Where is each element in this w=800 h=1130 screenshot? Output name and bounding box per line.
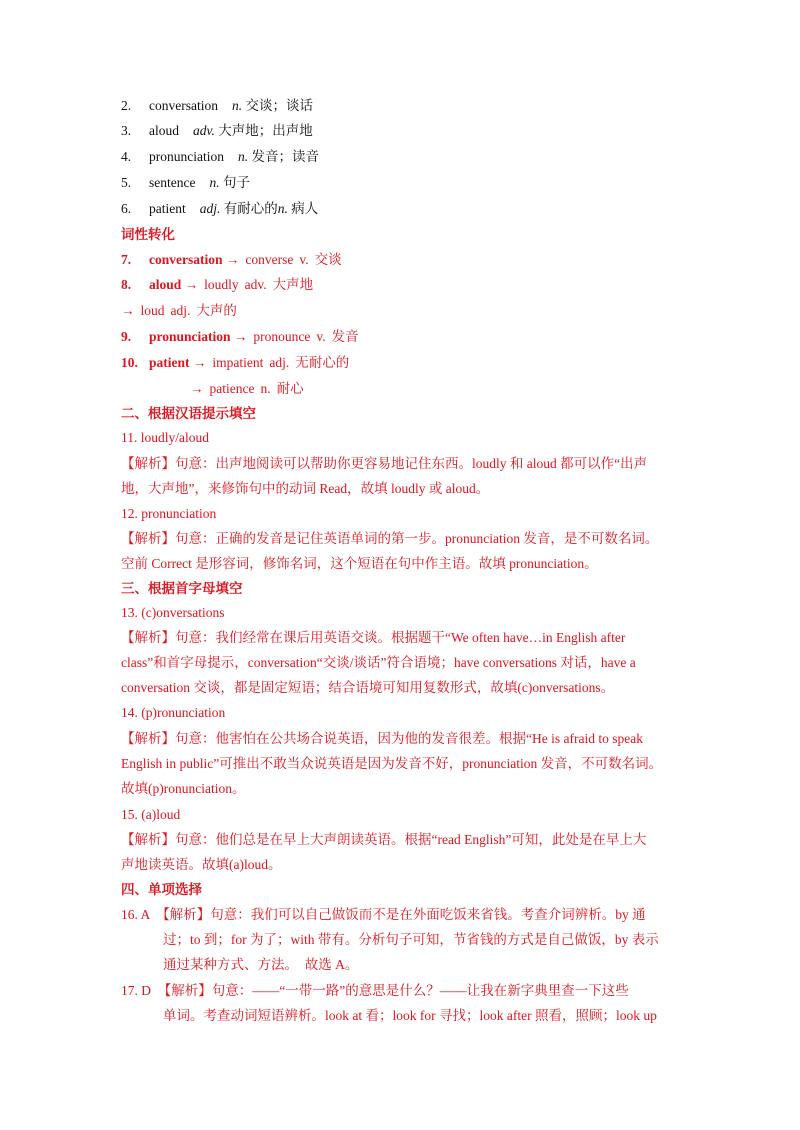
wordform-item: → patience n. 耐心 [190, 381, 304, 396]
wordform-item: 10. patient → impatient adj. 无耐心的 [121, 355, 350, 370]
wordform-item: → loud adj. 大声的 [121, 303, 237, 318]
answer-line: 14. (p)ronunciation [121, 705, 226, 720]
answer-line: 15. (a)loud [121, 807, 181, 822]
section-heading: 词性转化 [121, 227, 175, 242]
explanation-line: 【解析】句意：正确的发音是记住英语单词的第一步。pronunciation 发音，是不可数名词。 [121, 531, 659, 546]
explanation-line: 故填(p)ronunciation。 [121, 781, 246, 796]
explanation-line: 地，大声地”，来修饰句中的动词 Read，故填 loudly 或 aloud。 [121, 481, 490, 496]
explanation-line: 空前 Correct 是形容词，修饰名词，这个短语在句中作主语。故填 pronunciation。 [121, 556, 598, 571]
wordform-item: 9. pronunciation → pronounce v. 发音 [121, 329, 359, 344]
explanation-line: 【解析】句意：出声地阅读可以帮助你更容易地记住东西。loudly 和 aloud 都可以作“出声 [121, 456, 648, 471]
vocab-item: 3. aloud adv. 大声地；出声地 [121, 123, 313, 138]
wordform-item: 7. conversation → converse v. 交谈 [121, 252, 342, 267]
explanation-line: 通过某种方式、方法。 故选 A。 [163, 957, 359, 972]
vocab-item: 2. conversation n. 交谈；谈话 [121, 98, 313, 113]
explanation-line: 【解析】句意：他们总是在早上大声朗读英语。根据“read English”可知，此处是在早上大 [121, 832, 647, 847]
explanation-line: 声地读英语。故填(a)loud。 [121, 857, 282, 872]
section-heading: 二、根据汉语提示填空 [121, 406, 256, 421]
section-heading: 三、根据首字母填空 [121, 581, 243, 596]
answer-line: 11. loudly/aloud [121, 430, 209, 445]
section-heading: 四、单项选择 [121, 882, 202, 897]
answer-line: 13. (c)onversations [121, 605, 225, 620]
vocab-item: 4. pronunciation n. 发音；读音 [121, 149, 319, 164]
explanation-line: conversation 交谈，都是固定短语；结合语境可知用复数形式，故填(c)onversations。 [121, 680, 615, 695]
explanation-line: 16. A 【解析】句意：我们可以自己做饭而不是在外面吃饭来省钱。考查介词辨析。by 通 [121, 907, 646, 922]
vocab-item: 5. sentence n. 句子 [121, 175, 250, 190]
explanation-line: 过；to 到；for 为了；with 带有。分析句子可知，节省钱的方式是自己做饭，by 表示 [163, 932, 659, 947]
wordform-item: 8. aloud → loudly adv. 大声地 [121, 277, 314, 292]
explanation-line: 17. D 【解析】句意：——“一带一路”的意思是什么？——让我在新字典里查一下这些 [121, 983, 629, 998]
vocab-item: 6. patient adj. 有耐心的n. 病人 [121, 201, 319, 216]
explanation-line: 单词。考查动词短语辨析。look at 看；look for 寻找；look after 照看，照顾；look up [163, 1008, 657, 1023]
explanation-line: 【解析】句意：他害怕在公共场合说英语，因为他的发音很差。根据“He is afraid to speak [121, 731, 643, 746]
explanation-line: class”和首字母提示，conversation“交谈/谈话”符合语境；have conversations 对话，have a [121, 655, 636, 670]
explanation-line: 【解析】句意：我们经常在课后用英语交谈。根据题干“We often have…in English after [121, 630, 626, 645]
answer-line: 12. pronunciation [121, 506, 217, 521]
explanation-line: English in public”可推出不敢当众说英语是因为发音不好，pronunciation 发音，不可数名词。 [121, 756, 663, 771]
